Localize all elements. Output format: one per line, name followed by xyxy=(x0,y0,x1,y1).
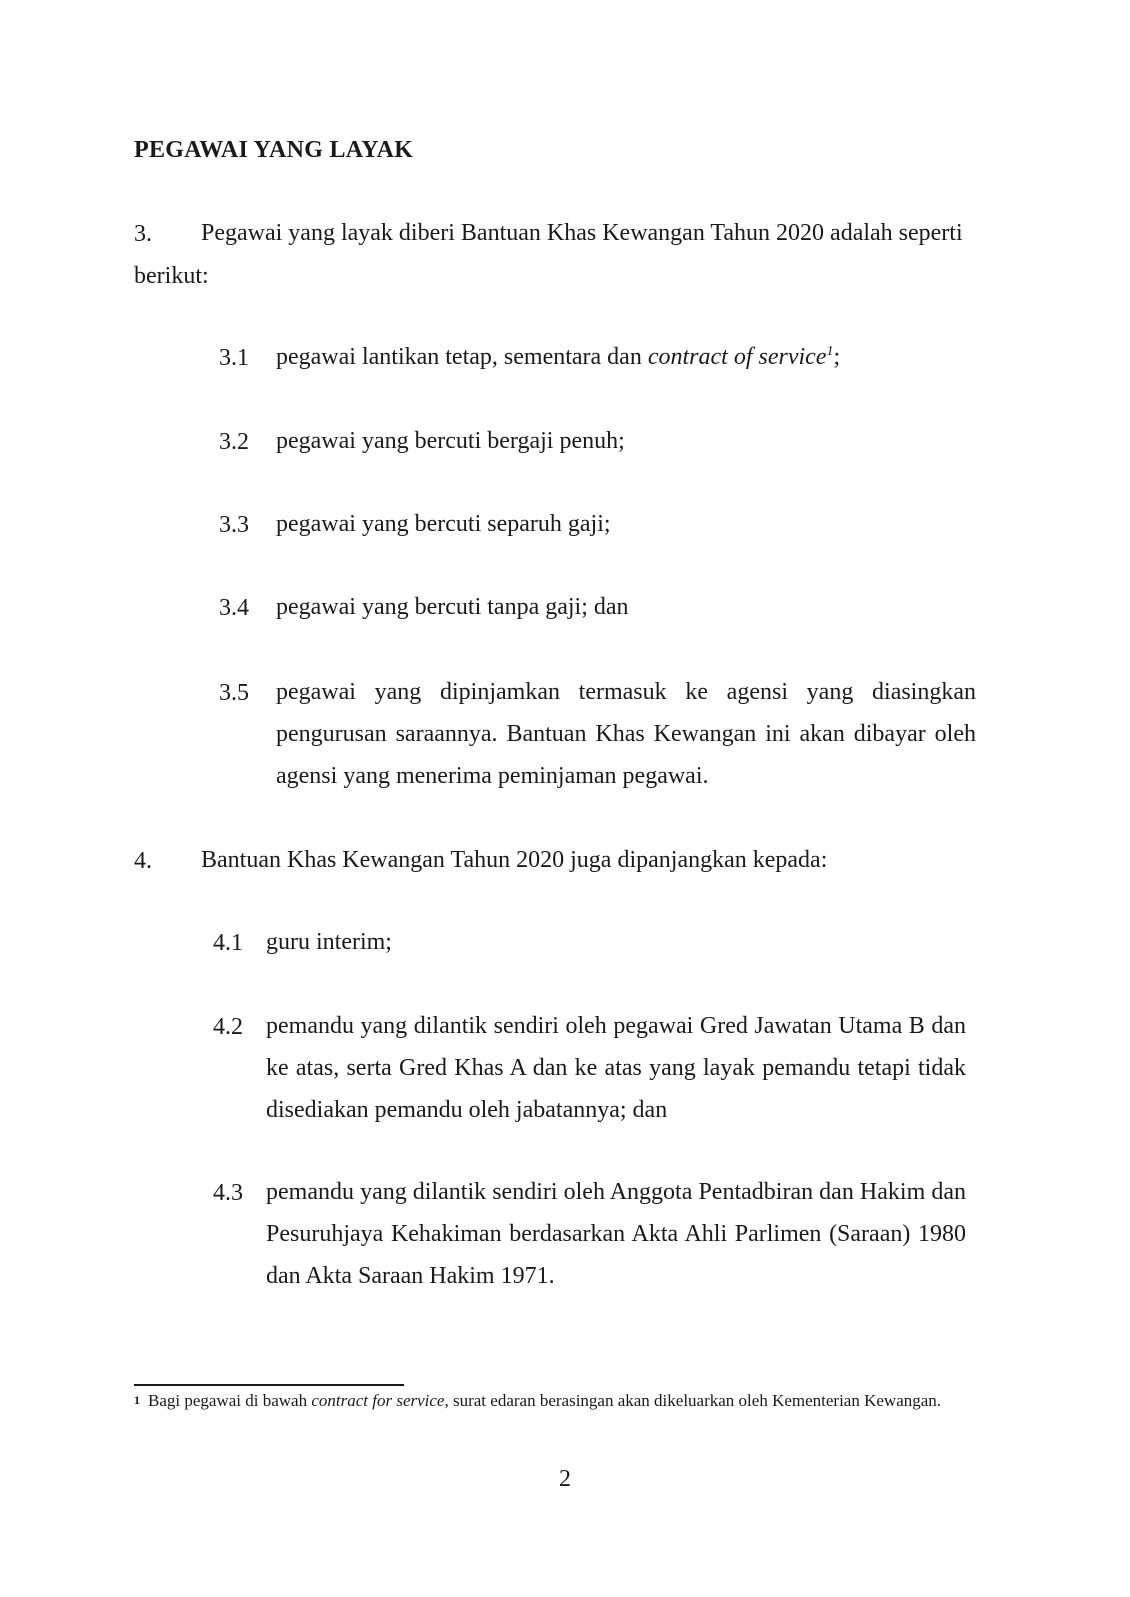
item-3-4-number: 3.4 xyxy=(219,595,249,621)
item-3-3-number: 3.3 xyxy=(219,512,249,538)
item-4-3-text: pemandu yang dilantik sendiri oleh Anggota Pentadbiran dan Hakim dan Pesuruhjaya Kehakiman berdasarkan Akta Ahli Parlimen (Saraan) 1980 dan Akta Saraan Hakim 1971. xyxy=(266,1179,966,1289)
section-heading: PEGAWAI YANG LAYAK xyxy=(134,137,414,163)
paragraph-3-line-2: berikut: xyxy=(134,263,209,289)
paragraph-4-text: Bantuan Khas Kewangan Tahun 2020 juga dipanjangkan kepada: xyxy=(201,847,828,873)
item-3-3-text: pegawai yang bercuti separuh gaji; xyxy=(276,511,611,537)
footnote-mark: 1 xyxy=(134,1393,140,1407)
item-3-1-text-main: pegawai lantikan tetap, sementara dan xyxy=(276,344,648,370)
item-4-2-number: 4.2 xyxy=(213,1014,243,1040)
item-3-4-text: pegawai yang bercuti tanpa gaji; dan xyxy=(276,594,629,620)
item-3-1-text-end: ; xyxy=(833,344,841,370)
paragraph-4-number: 4. xyxy=(134,848,152,874)
item-4-1-text: guru interim; xyxy=(266,929,392,955)
item-3-5-number: 3.5 xyxy=(219,680,249,706)
footnote-text-main: Bagi pegawai di bawah xyxy=(148,1391,312,1410)
item-4-2-text: pemandu yang dilantik sendiri oleh pegawai Gred Jawatan Utama B dan ke atas, serta Gred Khas A dan ke atas yang layak pemandu tetapi tidak disediakan pemandu oleh jabatannya; dan xyxy=(266,1013,966,1123)
footnote-text-end: , surat edaran berasingan akan dikeluarkan oleh Kementerian Kewangan. xyxy=(444,1391,942,1410)
item-3-1-text xyxy=(276,336,840,378)
paragraph-3-number: 3. xyxy=(134,221,152,247)
footnote-text xyxy=(148,1390,978,1412)
footnote-text-italic: contract for service xyxy=(311,1391,445,1410)
item-3-1-text-italic: contract of service xyxy=(647,344,827,370)
footnote-reference: 1 xyxy=(826,344,834,359)
item-4-1-number: 4.1 xyxy=(213,930,243,956)
item-3-1-number: 3.1 xyxy=(219,345,249,371)
item-3-2-text: pegawai yang bercuti bergaji penuh; xyxy=(276,428,625,454)
footnote-divider xyxy=(134,1384,404,1386)
paragraph-3-line-1: Pegawai yang layak diberi Bantuan Khas Kewangan Tahun 2020 adalah seperti xyxy=(201,220,963,246)
item-3-2-number: 3.2 xyxy=(219,429,249,455)
item-4-3-number: 4.3 xyxy=(213,1180,243,1206)
page-number: 2 xyxy=(559,1466,571,1492)
item-3-5-text: pegawai yang dipinjamkan termasuk ke agensi yang diasingkan pengurusan saraannya. Bantuan Khas Kewangan ini akan dibayar oleh agensi yang menerima peminjaman pegawai. xyxy=(276,679,976,789)
